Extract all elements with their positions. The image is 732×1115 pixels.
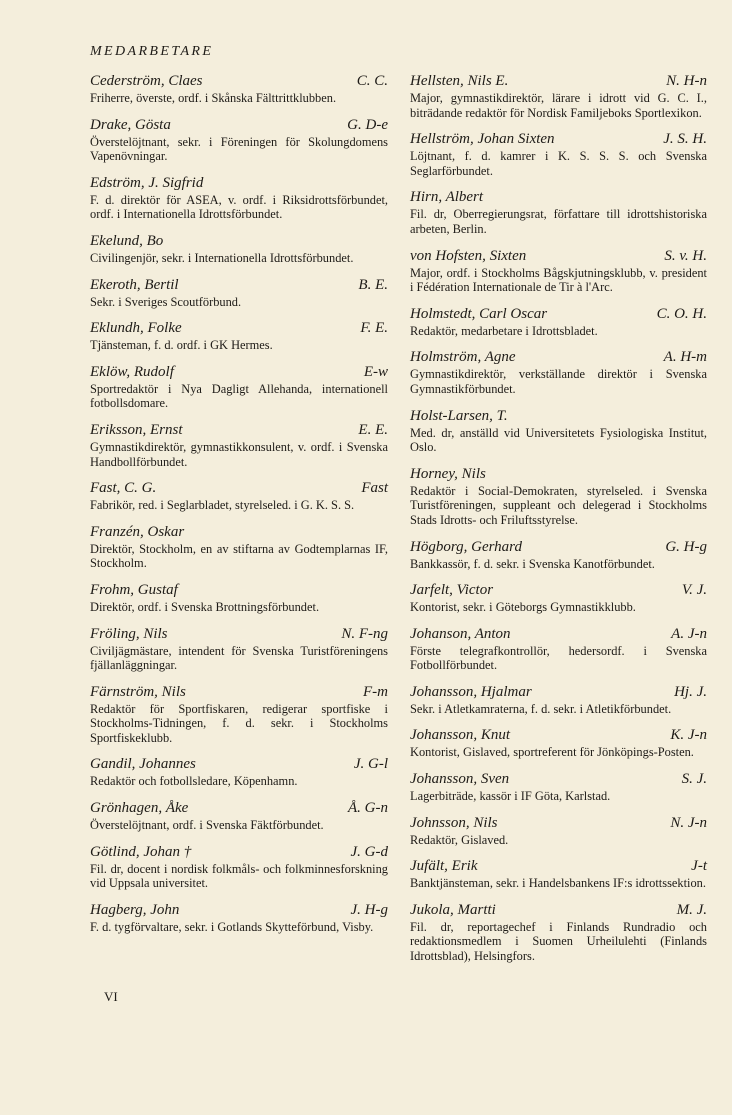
contributor-entry xyxy=(410,625,707,673)
contributor-name: Eriksson, Ernst xyxy=(90,421,183,438)
contributor-entry xyxy=(410,814,707,848)
contributor-initials: J. H-g xyxy=(350,901,388,918)
entry-heading xyxy=(90,72,388,91)
contributor-description: Fabrikör, red. i Seglarbladet, styrelseled. i G. K. S. S. xyxy=(90,498,355,513)
contributor-initials: F-m xyxy=(363,683,388,700)
entry-heading xyxy=(410,770,707,789)
contributor-initials: A. H-m xyxy=(663,349,707,366)
contributor-name: Jarfelt, Victor xyxy=(410,582,494,599)
contributor-entry xyxy=(410,465,707,528)
contributor-entry xyxy=(90,363,388,411)
contributor-initials: C. C. xyxy=(356,73,388,89)
entry-heading xyxy=(410,538,707,557)
contributor-entry xyxy=(90,683,388,746)
contributor-name: Holmström, Agne xyxy=(410,349,516,366)
entry-heading xyxy=(410,581,707,600)
contributor-entry xyxy=(410,407,707,455)
entry-heading xyxy=(90,799,388,818)
contributor-name: Johanson, Anton xyxy=(410,625,511,642)
entry-heading xyxy=(410,305,707,324)
contributor-initials: J. G-l xyxy=(353,756,388,773)
contributor-entry xyxy=(410,305,707,339)
contributor-name: Gandil, Johannes xyxy=(90,756,196,773)
page-heading: MEDARBETARE xyxy=(90,44,214,59)
entry-heading xyxy=(410,901,707,920)
contributor-name: Eklundh, Folke xyxy=(90,320,182,337)
contributor-name: von Hofsten, Sixten xyxy=(410,247,527,264)
contributor-name: Hagberg, John xyxy=(90,901,180,918)
contributor-description: Friherre, överste, ordf. i Skånska Fälttrittklubben. xyxy=(90,91,337,105)
contributor-entry xyxy=(90,799,388,833)
contributor-entry xyxy=(90,116,388,164)
contributor-name: Cederström, Claes xyxy=(90,73,203,89)
contributor-description: Fil. dr, docent i nordisk folkmåls- och folkminnesforskning vid Uppsala universitet. xyxy=(90,861,388,891)
contributor-description: Sekr. i Atletkamraterna, f. d. sekr. i Atletikförbundet. xyxy=(410,701,672,716)
contributor-description: F. d. direktör för ASEA, v. ordf. i Riksidrottsförbundet, ordf. i Internationella Idrottsförbundet. xyxy=(90,192,388,222)
entry-heading xyxy=(90,523,388,542)
contributor-name: Edström, J. Sigfrid xyxy=(90,174,204,191)
contributor-description: Gymnastikdirektör, verkställande direktör i Svenska Gymnastikförbundet. xyxy=(410,367,707,396)
contributor-entry xyxy=(90,843,388,891)
entry-heading xyxy=(410,130,707,149)
contributor-name: Johnsson, Nils xyxy=(410,814,498,831)
contributor-name: Holmstedt, Carl Oscar xyxy=(410,305,548,322)
contributor-description: Gymnastikdirektör, gymnastikkonsulent, v. ordf. i Svenska Handbollförbundet. xyxy=(90,439,388,469)
contributor-description: Civilingenjör, sekr. i Internationella Idrottsförbundet. xyxy=(90,250,354,265)
contributor-initials: N. H-n xyxy=(666,73,707,89)
entry-heading xyxy=(410,348,707,367)
contributor-name: Ekeroth, Bertil xyxy=(90,276,179,293)
entry-heading xyxy=(90,901,388,920)
entry-heading xyxy=(90,683,388,702)
contributor-initials: J-t xyxy=(691,858,707,875)
entry-heading xyxy=(90,116,388,135)
contributor-initials: F. E. xyxy=(360,320,388,337)
contributor-entry xyxy=(410,538,707,572)
contributor-entry xyxy=(410,72,707,120)
contributor-initials: Hj. J. xyxy=(674,683,707,700)
contributor-name: Ekelund, Bo xyxy=(90,232,164,249)
contributor-description: Major, gymnastikdirektör, lärare i idrott vid G. C. I., biträdande redaktör för Nordisk Familjeboks Sportlexikon. xyxy=(410,91,707,120)
contributor-description: Redaktör, Gislaved. xyxy=(410,832,509,847)
contributor-initials: N. J-n xyxy=(670,814,707,831)
entry-heading xyxy=(410,407,707,426)
entry-heading xyxy=(410,625,707,644)
contributor-description: Redaktör och fotbollsledare, Köpenhamn. xyxy=(90,774,298,789)
contributor-initials: Fast xyxy=(361,480,388,497)
entry-heading xyxy=(90,843,388,862)
contributor-name: Franzén, Oskar xyxy=(90,523,185,540)
entry-heading xyxy=(90,319,388,338)
entry-heading xyxy=(410,683,707,702)
contributor-description: Löjtnant, f. d. kamrer i K. S. S. S. och Svenska Seglarförbundet. xyxy=(410,149,707,178)
contributor-description: Bankkassör, f. d. sekr. i Svenska Kanotförbundet. xyxy=(410,556,655,571)
contributor-description: Tjänsteman, f. d. ordf. i GK Hermes. xyxy=(90,338,273,353)
contributor-description: Fil. dr, Oberregierungsrat, författare till idrottshistoriska arbeten, Berlin. xyxy=(410,207,707,236)
contributor-initials: G. D-e xyxy=(347,116,388,133)
contributor-description: Kontorist, sekr. i Göteborgs Gymnastikklubb. xyxy=(410,600,636,615)
entry-heading xyxy=(410,188,707,207)
entry-heading xyxy=(410,726,707,745)
contributor-entry xyxy=(90,72,388,106)
contributor-name: Jukola, Martti xyxy=(410,901,496,918)
contributor-description: Redaktör för Sportfiskaren, redigerar sportfiske i Stockholms-Tidningen, f. d. sekr. i Stockholms Sportfiskeklubb. xyxy=(90,701,388,745)
contributor-initials: V. J. xyxy=(681,582,707,599)
contributor-entry xyxy=(90,319,388,353)
contributor-description: Civiljägmästare, intendent för Svenska Turistföreningens fjällanläggningar. xyxy=(90,643,388,673)
contributor-name: Drake, Gösta xyxy=(90,116,171,133)
contributor-entry xyxy=(410,581,707,615)
contributor-entry xyxy=(90,625,388,673)
contributor-initials: G. H-g xyxy=(665,538,707,555)
contributor-description: Sekr. i Sveriges Scoutförbund. xyxy=(90,294,242,309)
entry-heading xyxy=(90,276,388,295)
entry-heading xyxy=(90,755,388,774)
contributor-entry xyxy=(410,348,707,396)
contributor-description: Överstelöjtnant, ordf. i Svenska Fäktförbundet. xyxy=(90,818,324,833)
contributor-description: Direktör, Stockholm, en av stiftarna av Godtemplarnas IF, Stockholm. xyxy=(90,541,388,571)
entry-heading xyxy=(90,363,388,382)
entry-heading xyxy=(410,814,707,833)
contributor-description: Direktör, ordf. i Svenska Brottningsförbundet. xyxy=(90,599,320,614)
contributor-description: Förste telegrafkontrollör, hedersordf. i Svenska Fotbollförbundet. xyxy=(410,643,707,673)
contributor-name: Götlind, Johan † xyxy=(90,843,192,860)
contributor-initials: J. G-d xyxy=(350,843,388,860)
contributor-description: Redaktör, medarbetare i Idrottsbladet. xyxy=(410,323,598,338)
contributor-initials: E. E. xyxy=(358,421,388,438)
entry-heading xyxy=(410,72,707,91)
entry-heading xyxy=(90,581,388,600)
contributor-entry xyxy=(90,901,388,935)
contributor-entry xyxy=(90,755,388,789)
contributor-name: Johansson, Hjalmar xyxy=(410,683,532,700)
contributor-entry xyxy=(410,901,707,964)
contributor-name: Holst-Larsen, T. xyxy=(410,407,508,424)
contributor-description: Med. dr, anställd vid Universitetets Fysiologiska Institut, Oslo. xyxy=(410,425,707,455)
contributor-initials: C. O. H. xyxy=(656,305,707,322)
entry-heading xyxy=(410,247,707,266)
contributor-entry xyxy=(90,421,388,469)
contributor-initials: J. S. H. xyxy=(663,131,707,148)
contributor-name: Jufält, Erik xyxy=(410,858,478,875)
contributor-name: Grönhagen, Åke xyxy=(90,800,189,817)
contributor-entry xyxy=(410,726,707,760)
contributor-description: Kontorist, Gislaved, sportreferent för Jönköpings-Posten. xyxy=(410,745,694,760)
entry-heading xyxy=(90,421,388,440)
contributor-name: Hellsten, Nils E. xyxy=(410,73,509,89)
contributor-description: Redaktör i Social-Demokraten, styrelseled. i Svenska Turistföreningen, suppleant och delegerad i Stockholms Stads Idrotts- och Friluftsstyrelse. xyxy=(410,483,707,527)
contributor-entry xyxy=(410,683,707,717)
contributor-description: Major, ordf. i Stockholms Bågskjutningsklubb, v. president i Fédération Internationale de Tir à l'Arc. xyxy=(410,265,707,295)
contributor-description: Fil. dr, reportagechef i Finlands Rundradio och redaktionsmedlem i Suomen Urheilulehti (Finlands Idrottsblad), Helsingfors. xyxy=(410,919,707,964)
contributor-name: Johansson, Sven xyxy=(410,771,510,788)
entry-heading xyxy=(410,465,707,484)
contributor-entry xyxy=(90,479,388,513)
contributor-entry xyxy=(90,276,388,310)
contributor-initials: S. J. xyxy=(681,771,707,788)
contributor-entry xyxy=(410,130,707,178)
entry-heading xyxy=(90,625,388,644)
contributor-description: Sportredaktör i Nya Dagligt Allehanda, internationell fotbollsdomare. xyxy=(90,381,388,411)
entry-heading xyxy=(90,174,388,193)
contributor-name: Frohm, Gustaf xyxy=(90,581,178,598)
contributor-description: Lagerbiträde, kassör i IF Göta, Karlstad. xyxy=(410,789,611,804)
entry-heading xyxy=(90,479,388,498)
contributor-entry xyxy=(90,581,388,615)
contributor-initials: K. J-n xyxy=(670,727,707,744)
contributor-name: Hirn, Albert xyxy=(410,189,484,206)
contributor-entry xyxy=(90,232,388,266)
contributor-name: Högborg, Gerhard xyxy=(410,538,522,555)
contributor-name: Hellström, Johan Sixten xyxy=(410,131,555,148)
contributor-entry xyxy=(90,174,388,222)
contributor-initials: A. J-n xyxy=(671,625,707,642)
contributor-initials: N. F-ng xyxy=(341,625,388,642)
contributor-name: Fast, C. G. xyxy=(90,480,157,497)
contributor-initials: S. v. H. xyxy=(664,247,707,264)
contributor-initials: B. E. xyxy=(358,276,388,293)
contributor-name: Johansson, Knut xyxy=(410,727,511,744)
contributor-description: Överstelöjtnant, sekr. i Föreningen för Skolungdomens Vapenövningar. xyxy=(90,134,388,164)
contributor-name: Eklöw, Rudolf xyxy=(90,363,174,380)
contributor-description: F. d. tygförvaltare, sekr. i Gotlands Skytteförbund, Visby. xyxy=(90,919,374,934)
contributor-entry xyxy=(410,857,707,891)
page-number: VI xyxy=(104,989,118,1004)
contributor-entry xyxy=(410,770,707,804)
entry-heading xyxy=(410,857,707,876)
contributor-name: Fröling, Nils xyxy=(90,625,168,642)
contributor-name: Färnström, Nils xyxy=(90,683,186,700)
contributor-name: Horney, Nils xyxy=(410,465,486,482)
contributor-entry xyxy=(410,247,707,295)
entry-heading xyxy=(90,232,388,251)
contributor-initials: Å. G-n xyxy=(348,800,388,817)
contributor-initials: E-w xyxy=(363,363,388,380)
right-column xyxy=(410,72,707,974)
contributor-entry xyxy=(410,188,707,236)
contributor-description: Banktjänsteman, sekr. i Handelsbankens IF:s idrottssektion. xyxy=(410,876,706,891)
left-column xyxy=(90,72,388,944)
contributor-initials: M. J. xyxy=(676,901,707,918)
contributor-entry xyxy=(90,523,388,571)
